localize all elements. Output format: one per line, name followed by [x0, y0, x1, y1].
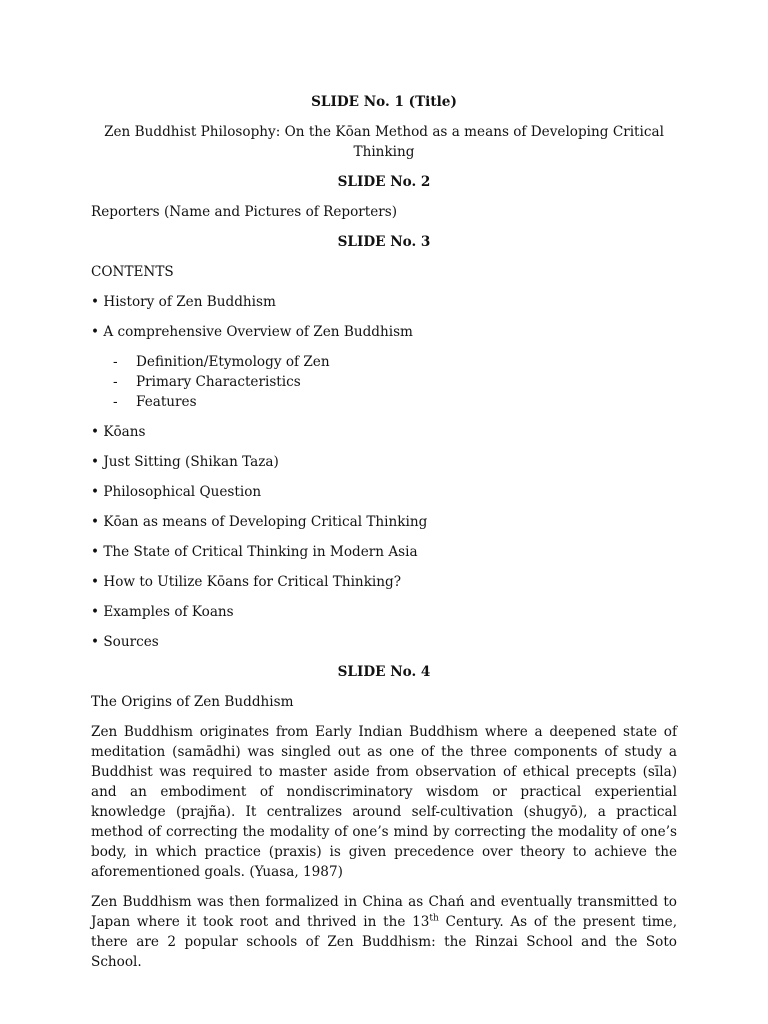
- contents-subitem-label: Features: [136, 394, 197, 410]
- presentation-title: Zen Buddhist Philosophy: On the Kōan Method as a means of Developing Critical Thinking: [104, 124, 664, 160]
- contents-item: • How to Utilize Kōans for Critical Thinking?: [91, 574, 402, 590]
- contents-label: CONTENTS: [91, 264, 174, 280]
- ordinal-suffix: th: [429, 913, 439, 924]
- document-page: [91, 92, 677, 982]
- dash-marker: -: [113, 354, 118, 370]
- contents-item: • Kōans: [91, 424, 146, 440]
- slide-2-heading: SLIDE No. 2: [337, 174, 431, 190]
- origins-subtitle: The Origins of Zen Buddhism: [91, 694, 294, 710]
- slide-4-heading: SLIDE No. 4: [337, 664, 431, 680]
- origins-paragraph-2: [91, 892, 677, 972]
- reporters-text: Reporters (Name and Pictures of Reporters): [91, 204, 398, 220]
- contents-subitem: [91, 352, 677, 372]
- contents-subitem-label: Primary Characteristics: [136, 374, 301, 390]
- contents-subitem-label: Definition/Etymology of Zen: [136, 354, 330, 370]
- paragraph-2-text-a: Zen Buddhism was then formalized in China as Chań and eventually transmitted to Japan where it took root and thrived in the 13: [91, 894, 677, 930]
- paragraph-2-text-b: Century. As of the present time, there are 2 popular schools of Zen Buddhism: the Rinzai School and the Soto School.: [91, 914, 678, 970]
- origins-paragraph-1: Zen Buddhism originates from Early Indian Buddhism where a deepened state of meditation (samādhi) was singled out as one of the three components of study a Buddhist was required to master aside from observation of ethical precepts (sīla) and an embodiment of nondiscriminatory wisdom or practical experiential knowledge (prajña). It centralizes around self-cultivation (shugyō), a practical method of correcting the modality of one’s mind by correcting the modality of one’s body, in which practice (praxis) is given precedence over theory to achieve the aforementioned goals. (Yuasa, 1987): [91, 724, 677, 880]
- slide-1-heading: SLIDE No. 1 (Title): [311, 94, 457, 110]
- contents-item: • Sources: [91, 634, 159, 650]
- dash-marker: -: [113, 374, 118, 390]
- contents-item: • Examples of Koans: [91, 604, 234, 620]
- dash-marker: -: [113, 394, 118, 410]
- contents-item: • Kōan as means of Developing Critical Thinking: [91, 514, 428, 530]
- contents-item: • A comprehensive Overview of Zen Buddhism: [91, 324, 413, 340]
- contents-item: • History of Zen Buddhism: [91, 294, 276, 310]
- contents-item: • Just Sitting (Shikan Taza): [91, 454, 279, 470]
- contents-sublist: [91, 352, 677, 412]
- contents-subitem: [91, 372, 677, 392]
- slide-3-heading: SLIDE No. 3: [337, 234, 431, 250]
- contents-item: • Philosophical Question: [91, 484, 262, 500]
- contents-item: • The State of Critical Thinking in Modern Asia: [91, 544, 418, 560]
- contents-subitem: [91, 392, 677, 412]
